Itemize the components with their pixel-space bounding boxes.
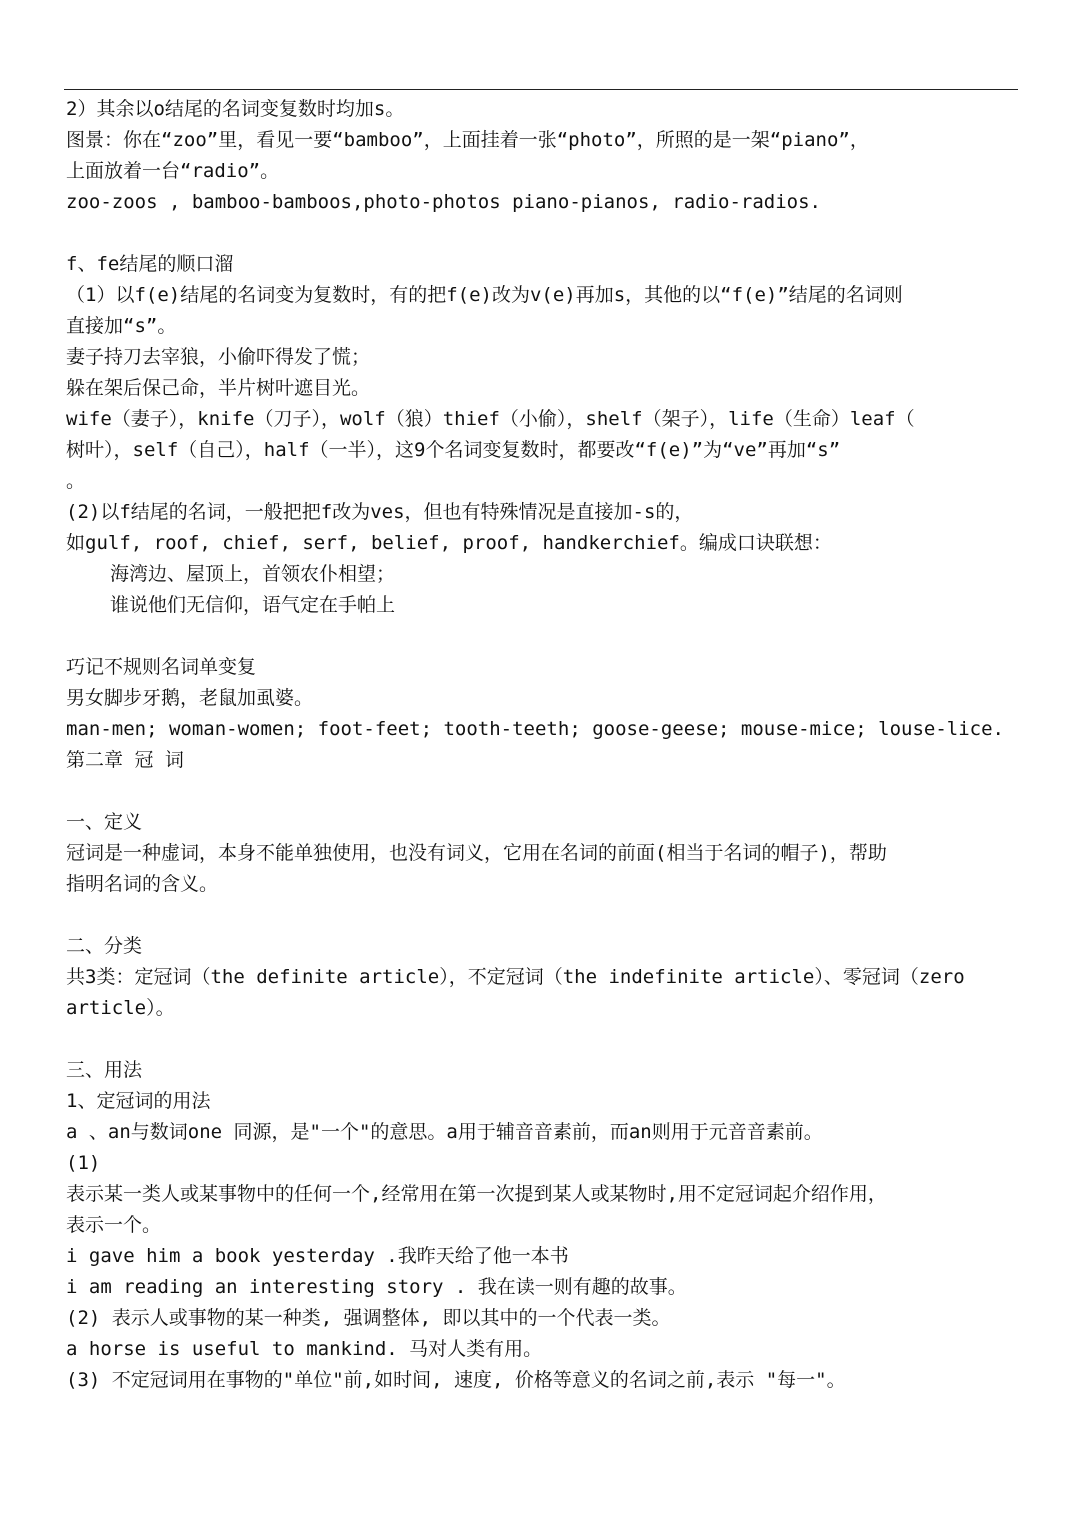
- section-heading: 二、分类: [66, 935, 143, 957]
- text-line: 表示某一类人或某事物中的任何一个,经常用在第一次提到某人或某物时,用不定冠词起介绍作用，: [66, 1183, 887, 1205]
- chapter-title: 第二章 冠 词: [66, 749, 184, 771]
- text-line: （1）以f(e)结尾的名词变为复数时，有的把f(e)改为v(e)再加s，其他的以“f(e)”结尾的名词则: [66, 284, 903, 306]
- text-line: 如gulf, roof, chief, serf, belief, proof, handkerchief。编成口诀联想：: [66, 532, 832, 554]
- blank-line: [66, 1024, 1016, 1055]
- text-line: 共3类：定冠词（the definite article），不定冠词（the indefinite article）、零冠词（zero: [66, 966, 965, 988]
- text-line: 直接加“s”。: [66, 315, 177, 337]
- text-line: 2）其余以o结尾的名词变复数时均加s。: [66, 98, 405, 120]
- text-line: 躲在架后保己命，半片树叶遮目光。: [66, 377, 371, 399]
- text-line: (2)以f结尾的名词，一般把把f改为ves，但也有特殊情况是直接加-s的，: [66, 501, 694, 523]
- section-heading: f、fe结尾的顺口溜: [66, 253, 234, 275]
- text-line: article）。: [66, 997, 175, 1019]
- blank-line: [66, 900, 1016, 931]
- text-line: 表示一个。: [66, 1214, 162, 1236]
- text-line: (2) 表示人或事物的某一种类, 强调整体, 即以其中的一个代表一类。: [66, 1307, 671, 1329]
- text-line: wife（妻子），knife（刀子），wolf（狼）thief（小偷），shelf（架子），life（生命）leaf（: [66, 408, 915, 430]
- example-line: i am reading an interesting story . 我在读一则有趣的故事。: [66, 1276, 687, 1298]
- text-line: (3) 不定冠词用在事物的"单位"前,如时间, 速度, 价格等意义的名词之前,表示 "每一"。: [66, 1369, 846, 1391]
- text-line: zoo-zoos , bamboo-bamboos,photo-photos piano-pianos, radio-radios.: [66, 191, 821, 213]
- text-line: 图景：你在“zoo”里，看见一要“bamboo”，上面挂着一张“photo”，所照的是一架“piano”，: [66, 129, 869, 151]
- text-line: 妻子持刀去宰狼，小偷吓得发了慌；: [66, 346, 371, 368]
- blank-line: [66, 218, 1016, 249]
- section-heading: 一、定义: [66, 811, 143, 833]
- text-line: (1): [66, 1152, 101, 1174]
- text-line: 男女脚步牙鹅，老鼠加虱婆。: [66, 687, 314, 709]
- section-heading: 巧记不规则名词单变复: [66, 656, 257, 678]
- document-body: [66, 94, 1016, 1396]
- text-line: 冠词是一种虚词，本身不能单独使用，也没有词义，它用在名词的前面(相当于名词的帽子)，帮助: [66, 842, 887, 864]
- text-line: 指明名词的含义。: [66, 873, 219, 895]
- blank-line: [66, 621, 1016, 652]
- text-line: 上面放着一台“radio”。: [66, 160, 280, 182]
- example-line: a horse is useful to mankind. 马对人类有用。: [66, 1338, 543, 1360]
- blank-line: [66, 776, 1016, 807]
- header-rule: [64, 89, 1018, 90]
- mnemonic-line: 谁说他们无信仰，语气定在手帕上: [110, 594, 396, 616]
- section-heading: 三、用法: [66, 1059, 143, 1081]
- text-line: a 、an与数词one 同源，是"一个"的意思。a用于辅音音素前，而an则用于元音音素前。: [66, 1121, 823, 1143]
- text-line: man-men; woman-women; foot-feet; tooth-teeth; goose-geese; mouse-mice; louse-lice.: [66, 718, 1004, 740]
- text-line: 树叶），self（自己），half（一半），这9个名词变复数时，都要改“f(e)”为“ve”再加“s”: [66, 439, 841, 461]
- mnemonic-line: 海湾边、屋顶上，首领农仆相望；: [110, 563, 396, 585]
- subsection-heading: 1、定冠词的用法: [66, 1090, 211, 1112]
- example-line: i gave him a book yesterday .我昨天给了他一本书: [66, 1245, 569, 1267]
- text-line: 。: [66, 470, 86, 492]
